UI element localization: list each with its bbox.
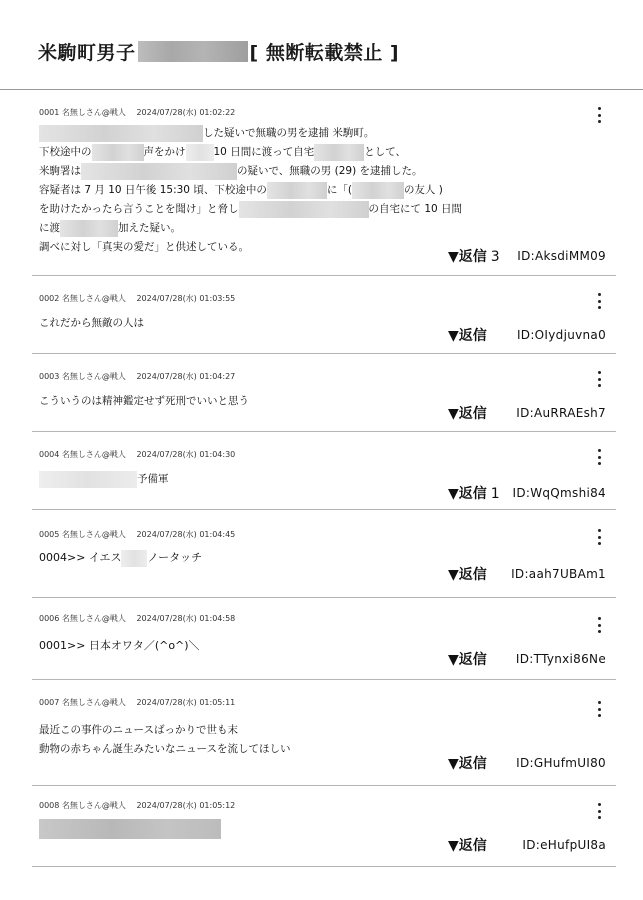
post-meta xyxy=(39,107,235,118)
post-date: 2024/07/28(水) 01:04:58 xyxy=(136,614,236,623)
more-options-icon[interactable] xyxy=(596,107,602,123)
post-number: 0006 xyxy=(39,614,60,623)
more-options-icon[interactable] xyxy=(596,371,602,387)
post-meta xyxy=(39,371,235,382)
reply-button[interactable]: ▼返信 xyxy=(448,652,487,668)
post-0006 xyxy=(32,599,616,680)
post-author: 名無しさん@戦人 xyxy=(61,698,126,707)
user-id: ID:aah7UBAm1 xyxy=(511,567,606,581)
more-options-icon[interactable] xyxy=(596,701,602,717)
redacted-block xyxy=(138,41,248,62)
post-meta xyxy=(39,529,235,540)
thread-title-suffix: [ 無断転載禁止 ] xyxy=(249,42,400,64)
reply-button[interactable]: ▼返信 3 xyxy=(448,249,500,265)
post-number: 0003 xyxy=(39,372,60,381)
post-0004 xyxy=(32,433,616,510)
reply-button[interactable]: ▼返信 xyxy=(448,406,487,422)
redacted-block xyxy=(39,125,203,142)
post-body: 0001>> 日本オワタ／(^o^)＼ xyxy=(39,639,200,652)
post-line: した疑いで無職の男を逮捕 米駒町。 xyxy=(39,124,462,143)
user-id: ID:eHufpUI8a xyxy=(522,838,606,852)
post-date: 2024/07/28(水) 01:04:27 xyxy=(136,372,236,381)
post-line: 最近この事件のニュースばっかりで世も末 xyxy=(39,724,238,736)
post-number: 0007 xyxy=(39,698,60,707)
more-options-icon[interactable] xyxy=(596,293,602,309)
user-id: ID:AksdiMM09 xyxy=(517,249,606,263)
post-line: を助けたかったら言うことを聞け」と脅し の自宅にて 10 日間 xyxy=(39,200,462,219)
redacted-block xyxy=(39,819,221,839)
redacted-block xyxy=(186,144,214,161)
post-author: 名無しさん@戦人 xyxy=(61,450,126,459)
more-options-icon[interactable] xyxy=(596,449,602,465)
post-line: 下校途中の 声をかけ 10 日間に渡って自宅 として、 xyxy=(39,143,462,162)
post-0007 xyxy=(32,681,616,786)
reply-count: 1 xyxy=(490,486,500,502)
post-body: これだから無敵の人は xyxy=(39,317,144,329)
post-meta xyxy=(39,800,235,811)
post-number: 0001 xyxy=(39,108,60,117)
redacted-block xyxy=(60,220,118,237)
redacted-block xyxy=(81,163,237,180)
thread-title-prefix: 米駒町男子 xyxy=(38,42,136,64)
user-id: ID:AuRRAEsh7 xyxy=(516,406,606,420)
post-author: 名無しさん@戦人 xyxy=(61,614,126,623)
post-line: に渡 加えた疑い。 xyxy=(39,219,462,238)
post-author: 名無しさん@戦人 xyxy=(61,801,126,810)
post-date: 2024/07/28(水) 01:02:22 xyxy=(136,108,236,117)
post-meta xyxy=(39,613,235,624)
reply-button[interactable]: ▼返信 1 xyxy=(448,486,500,502)
post-0005 xyxy=(32,511,616,598)
post-0001 xyxy=(32,91,616,276)
post-body: こういうのは精神鑑定せず死刑でいいと思う xyxy=(39,395,249,407)
post-line: 米駒署は の疑いで、無職の男 (29) を逮捕した。 xyxy=(39,162,462,181)
post-date: 2024/07/28(水) 01:04:45 xyxy=(136,530,236,539)
post-meta xyxy=(39,697,235,708)
redacted-block xyxy=(314,144,364,161)
post-number: 0004 xyxy=(39,450,60,459)
user-id: ID:OIydjuvna0 xyxy=(516,328,606,342)
user-id: ID:GHufmUI80 xyxy=(516,756,606,770)
post-date: 2024/07/28(水) 01:03:55 xyxy=(136,294,236,303)
reply-button[interactable]: ▼返信 xyxy=(448,328,487,344)
reply-button[interactable]: ▼返信 xyxy=(448,838,487,854)
user-id: ID:TTynxi86Ne xyxy=(515,652,606,666)
post-body xyxy=(39,124,462,257)
thread-header xyxy=(0,0,643,90)
more-options-icon[interactable] xyxy=(596,529,602,545)
post-0002 xyxy=(32,277,616,354)
user-id: ID:WqQmshi84 xyxy=(512,486,606,500)
redacted-block xyxy=(352,182,404,199)
reply-button[interactable]: ▼返信 xyxy=(448,567,487,583)
post-body xyxy=(39,819,221,839)
post-meta xyxy=(39,449,235,460)
post-body: 0004>> イエス ノータッチ xyxy=(39,548,202,567)
post-author: 名無しさん@戦人 xyxy=(61,294,126,303)
post-number: 0002 xyxy=(39,294,60,303)
post-line: 容疑者は 7 月 10 日午後 15:30 頃、下校途中の に「( の友人 ) xyxy=(39,181,462,200)
redacted-block xyxy=(267,182,327,199)
post-body xyxy=(39,721,290,759)
reply-button[interactable]: ▼返信 xyxy=(448,756,487,772)
post-author: 名無しさん@戦人 xyxy=(61,108,126,117)
post-number: 0005 xyxy=(39,530,60,539)
post-body: 予備軍 xyxy=(39,470,169,489)
post-0008 xyxy=(32,787,616,867)
post-date: 2024/07/28(水) 01:05:12 xyxy=(136,801,236,810)
more-options-icon[interactable] xyxy=(596,617,602,633)
redacted-block xyxy=(39,471,137,488)
post-line: 動物の赤ちゃん誕生みたいなニュースを流してほしい xyxy=(39,743,291,755)
post-author: 名無しさん@戦人 xyxy=(61,530,126,539)
post-number: 0008 xyxy=(39,801,60,810)
post-line: 調べに対し「真実の愛だ」と供述している。 xyxy=(39,241,249,253)
thread-title xyxy=(38,38,399,65)
redacted-block xyxy=(239,201,369,218)
post-meta xyxy=(39,293,235,304)
post-date: 2024/07/28(水) 01:05:11 xyxy=(136,698,236,707)
post-author: 名無しさん@戦人 xyxy=(61,372,126,381)
reply-count: 3 xyxy=(490,249,500,265)
redacted-block xyxy=(92,144,144,161)
post-date: 2024/07/28(水) 01:04:30 xyxy=(136,450,236,459)
post-0003 xyxy=(32,355,616,432)
more-options-icon[interactable] xyxy=(596,803,602,819)
redacted-block xyxy=(121,550,147,567)
